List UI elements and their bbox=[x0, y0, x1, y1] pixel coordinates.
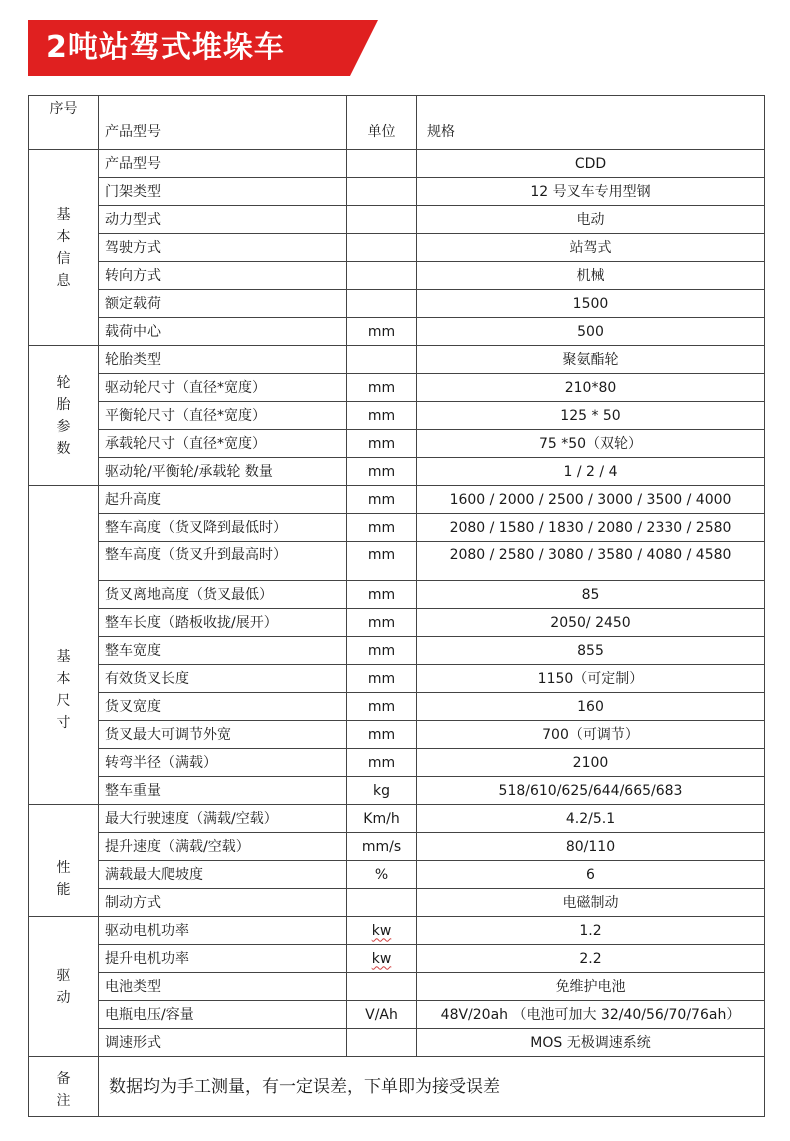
table-row bbox=[29, 514, 765, 542]
row-value: 1600 / 2000 / 2500 / 3000 / 3500 / 4000 bbox=[417, 486, 765, 514]
table-row bbox=[29, 945, 765, 973]
row-value: 电动 bbox=[417, 206, 765, 234]
row-item: 动力型式 bbox=[99, 206, 347, 234]
row-unit bbox=[347, 973, 417, 1001]
row-item: 货叉离地高度（货叉最低） bbox=[99, 581, 347, 609]
row-value: 48V/20ah （电池可加大 32/40/56/70/76ah） bbox=[417, 1001, 765, 1029]
row-item: 整车长度（踏板收拢/展开） bbox=[99, 609, 347, 637]
row-unit bbox=[347, 1029, 417, 1057]
row-item: 承载轮尺寸（直径*宽度） bbox=[99, 430, 347, 458]
row-item: 产品型号 bbox=[99, 150, 347, 178]
row-value: 电磁制动 bbox=[417, 889, 765, 917]
table-row bbox=[29, 721, 765, 749]
row-value: 500 bbox=[417, 318, 765, 346]
row-item: 整车高度（货叉升到最高时） bbox=[99, 542, 347, 581]
table-row bbox=[29, 374, 765, 402]
row-item: 驾驶方式 bbox=[99, 234, 347, 262]
unit-text: kw bbox=[371, 950, 392, 967]
table-row bbox=[29, 861, 765, 889]
page-title: 2吨站驾式堆垛车 bbox=[46, 30, 285, 65]
row-value: 210*80 bbox=[417, 374, 765, 402]
row-value: 160 bbox=[417, 693, 765, 721]
row-value: 2080 / 1580 / 1830 / 2080 / 2330 / 2580 bbox=[417, 514, 765, 542]
table-row bbox=[29, 486, 765, 514]
row-item: 提升速度（满载/空载） bbox=[99, 833, 347, 861]
row-value: 站驾式 bbox=[417, 234, 765, 262]
row-unit: mm bbox=[347, 721, 417, 749]
row-value: 6 bbox=[417, 861, 765, 889]
category-drive bbox=[29, 917, 99, 1057]
header-unit: 单位 bbox=[347, 96, 417, 150]
row-unit: kg bbox=[347, 777, 417, 805]
row-item: 平衡轮尺寸（直径*宽度） bbox=[99, 402, 347, 430]
row-unit: mm bbox=[347, 318, 417, 346]
table-row bbox=[29, 1029, 765, 1057]
category-performance bbox=[29, 805, 99, 917]
row-unit bbox=[347, 234, 417, 262]
table-row bbox=[29, 805, 765, 833]
table-row bbox=[29, 581, 765, 609]
row-item: 提升电机功率 bbox=[99, 945, 347, 973]
table-row bbox=[29, 1001, 765, 1029]
row-unit: Km/h bbox=[347, 805, 417, 833]
row-item: 货叉宽度 bbox=[99, 693, 347, 721]
row-item: 驱动电机功率 bbox=[99, 917, 347, 945]
row-unit: mm bbox=[347, 514, 417, 542]
row-item: 起升高度 bbox=[99, 486, 347, 514]
row-value: 1500 bbox=[417, 290, 765, 318]
row-item: 电瓶电压/容量 bbox=[99, 1001, 347, 1029]
row-unit: mm/s bbox=[347, 833, 417, 861]
row-item: 整车重量 bbox=[99, 777, 347, 805]
row-value: 2050/ 2450 bbox=[417, 609, 765, 637]
row-item: 载荷中心 bbox=[99, 318, 347, 346]
row-value: 80/110 bbox=[417, 833, 765, 861]
row-unit: mm bbox=[347, 665, 417, 693]
row-value: 12 号叉车专用型钢 bbox=[417, 178, 765, 206]
category-label: 基本尺寸 bbox=[56, 649, 71, 731]
row-value: 4.2/5.1 bbox=[417, 805, 765, 833]
row-item: 转弯半径（满载） bbox=[99, 749, 347, 777]
row-value: 518/610/625/644/665/683 bbox=[417, 777, 765, 805]
row-value: 855 bbox=[417, 637, 765, 665]
row-item: 整车高度（货叉降到最低时） bbox=[99, 514, 347, 542]
row-value: CDD bbox=[417, 150, 765, 178]
row-unit bbox=[347, 178, 417, 206]
table-row bbox=[29, 234, 765, 262]
row-unit bbox=[347, 889, 417, 917]
table-row bbox=[29, 542, 765, 581]
row-value: 免维护电池 bbox=[417, 973, 765, 1001]
row-unit bbox=[347, 945, 417, 973]
table-row bbox=[29, 150, 765, 178]
table-row bbox=[29, 693, 765, 721]
category-tires bbox=[29, 346, 99, 486]
row-unit: mm bbox=[347, 374, 417, 402]
row-item: 额定载荷 bbox=[99, 290, 347, 318]
row-unit: mm bbox=[347, 749, 417, 777]
table-row bbox=[29, 346, 765, 374]
header-spec: 规格 bbox=[417, 96, 765, 150]
row-unit: % bbox=[347, 861, 417, 889]
table-row bbox=[29, 430, 765, 458]
row-item: 驱动轮尺寸（直径*宽度） bbox=[99, 374, 347, 402]
note-text: 数据均为手工测量，有一定误差，下单即为接受误差 bbox=[99, 1057, 765, 1117]
row-unit bbox=[347, 917, 417, 945]
category-label: 驱动 bbox=[56, 967, 71, 1006]
row-value: 700（可调节） bbox=[417, 721, 765, 749]
row-value: 1 / 2 / 4 bbox=[417, 458, 765, 486]
row-value: MOS 无极调速系统 bbox=[417, 1029, 765, 1057]
table-row bbox=[29, 777, 765, 805]
row-item: 整车宽度 bbox=[99, 637, 347, 665]
table-row bbox=[29, 206, 765, 234]
row-value: 2080 / 2580 / 3080 / 3580 / 4080 / 4580 bbox=[417, 542, 765, 581]
category-dimensions bbox=[29, 486, 99, 805]
table-row bbox=[29, 637, 765, 665]
category-notes bbox=[29, 1057, 99, 1117]
category-basic-info bbox=[29, 150, 99, 346]
row-item: 门架类型 bbox=[99, 178, 347, 206]
spec-table bbox=[28, 95, 765, 1117]
row-value: 2.2 bbox=[417, 945, 765, 973]
table-row bbox=[29, 973, 765, 1001]
category-label: 轮胎参数 bbox=[56, 374, 71, 457]
row-unit: mm bbox=[347, 402, 417, 430]
table-row bbox=[29, 833, 765, 861]
row-unit bbox=[347, 290, 417, 318]
row-item: 调速形式 bbox=[99, 1029, 347, 1057]
table-row-note bbox=[29, 1057, 765, 1117]
row-value: 75 *50（双轮） bbox=[417, 430, 765, 458]
row-item: 最大行驶速度（满载/空载） bbox=[99, 805, 347, 833]
row-value: 1150（可定制） bbox=[417, 665, 765, 693]
row-unit: mm bbox=[347, 637, 417, 665]
header-index: 序号 bbox=[29, 96, 99, 150]
row-unit bbox=[347, 150, 417, 178]
category-label: 备注 bbox=[56, 1070, 71, 1109]
table-row bbox=[29, 665, 765, 693]
table-header-row bbox=[29, 96, 765, 150]
row-unit: mm bbox=[347, 609, 417, 637]
table-row bbox=[29, 917, 765, 945]
row-item: 满载最大爬坡度 bbox=[99, 861, 347, 889]
unit-text: kw bbox=[371, 922, 392, 939]
table-row bbox=[29, 609, 765, 637]
row-unit: mm bbox=[347, 693, 417, 721]
header-model: 产品型号 bbox=[99, 96, 347, 150]
row-item: 驱动轮/平衡轮/承载轮 数量 bbox=[99, 458, 347, 486]
table-row bbox=[29, 178, 765, 206]
row-item: 轮胎类型 bbox=[99, 346, 347, 374]
row-value: 聚氨酯轮 bbox=[417, 346, 765, 374]
table-row bbox=[29, 889, 765, 917]
row-unit: mm bbox=[347, 458, 417, 486]
table-row bbox=[29, 458, 765, 486]
row-item: 制动方式 bbox=[99, 889, 347, 917]
row-unit bbox=[347, 206, 417, 234]
row-value: 125 * 50 bbox=[417, 402, 765, 430]
row-value: 85 bbox=[417, 581, 765, 609]
category-label: 性能 bbox=[56, 859, 71, 898]
row-value: 机械 bbox=[417, 262, 765, 290]
row-value: 1.2 bbox=[417, 917, 765, 945]
table-row bbox=[29, 402, 765, 430]
table-row bbox=[29, 262, 765, 290]
table-row bbox=[29, 749, 765, 777]
row-item: 有效货叉长度 bbox=[99, 665, 347, 693]
title-banner bbox=[28, 20, 378, 76]
category-label: 基本信息 bbox=[56, 206, 71, 289]
row-item: 电池类型 bbox=[99, 973, 347, 1001]
row-unit bbox=[347, 262, 417, 290]
row-unit: V/Ah bbox=[347, 1001, 417, 1029]
row-unit bbox=[347, 346, 417, 374]
row-item: 转向方式 bbox=[99, 262, 347, 290]
row-unit: mm bbox=[347, 430, 417, 458]
table-row bbox=[29, 318, 765, 346]
row-item: 货叉最大可调节外宽 bbox=[99, 721, 347, 749]
row-value: 2100 bbox=[417, 749, 765, 777]
row-unit: mm bbox=[347, 581, 417, 609]
row-unit: mm bbox=[347, 486, 417, 514]
row-unit: mm bbox=[347, 542, 417, 581]
table-row bbox=[29, 290, 765, 318]
